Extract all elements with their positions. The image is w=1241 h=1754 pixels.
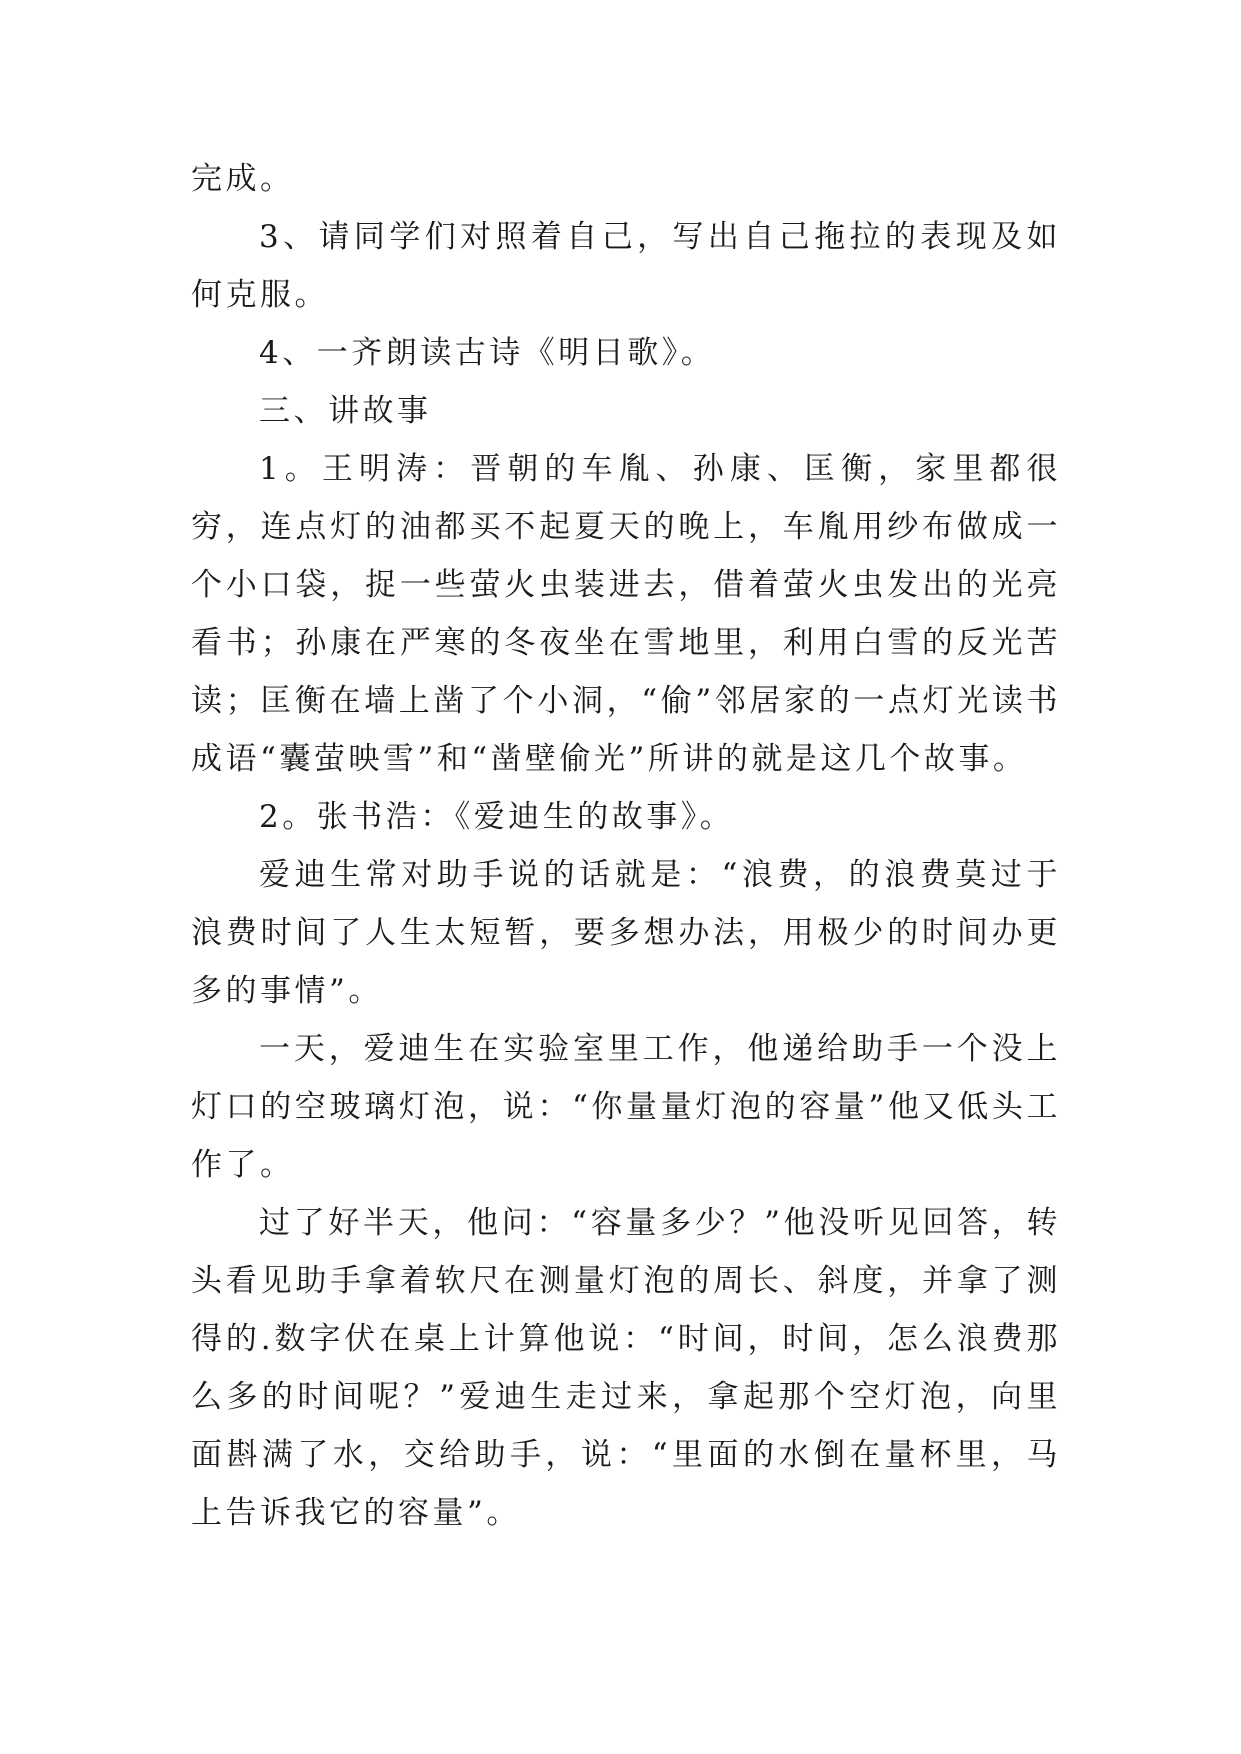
paragraph-continuation: 完成。 [191, 161, 295, 197]
document-body [191, 150, 1061, 1542]
paragraph-edison-quote: 爱迪生常对助手说的话就是：“浪费，的浪费莫过于浪费时间了人生太短暂，要多想办法，用极少的时间办更多的事情”。 [191, 857, 1061, 1009]
paragraph-edison-lab: 一天，爱迪生在实验室里工作，他递给助手一个没上灯口的空玻璃灯泡，说：“你量量灯泡的容量”他又低头工作了。 [191, 1031, 1061, 1183]
paragraph-story-2-title: 2。张书浩：《爱迪生的故事》。 [259, 799, 735, 835]
section-heading-stories: 三、讲故事 [259, 393, 432, 429]
paragraph-step-3: 3、请同学们对照着自己，写出自己拖拉的表现及如何克服。 [191, 219, 1061, 313]
paragraph-story-1: 1。王明涛：晋朝的车胤、孙康、匡衡，家里都很穷，连点灯的油都买不起夏天的晚上，车胤用纱布做成一个小口袋，捉一些萤火虫装进去，借着萤火虫发出的光亮看书；孙康在严寒的冬夜坐在雪地里，利用白雪的反光苦读；匡衡在墙上凿了个小洞，“偷”邻居家的一点灯光读书成语“囊萤映雪”和“凿壁偷光”所讲的就是这几个故事。 [191, 451, 1061, 777]
paragraph-step-4: 4、一齐朗读古诗《明日歌》。 [259, 335, 716, 371]
paragraph-edison-volume: 过了好半天，他问：“容量多少？”他没听见回答，转头看见助手拿着软尺在测量灯泡的周长、斜度，并拿了测得的.数字伏在桌上计算他说：“时间，时间，怎么浪费那么多的时间呢？”爱迪生走过来，拿起那个空灯泡，向里面斟满了水，交给助手，说：“里面的水倒在量杯里，马上告诉我它的容量”。 [191, 1205, 1061, 1531]
